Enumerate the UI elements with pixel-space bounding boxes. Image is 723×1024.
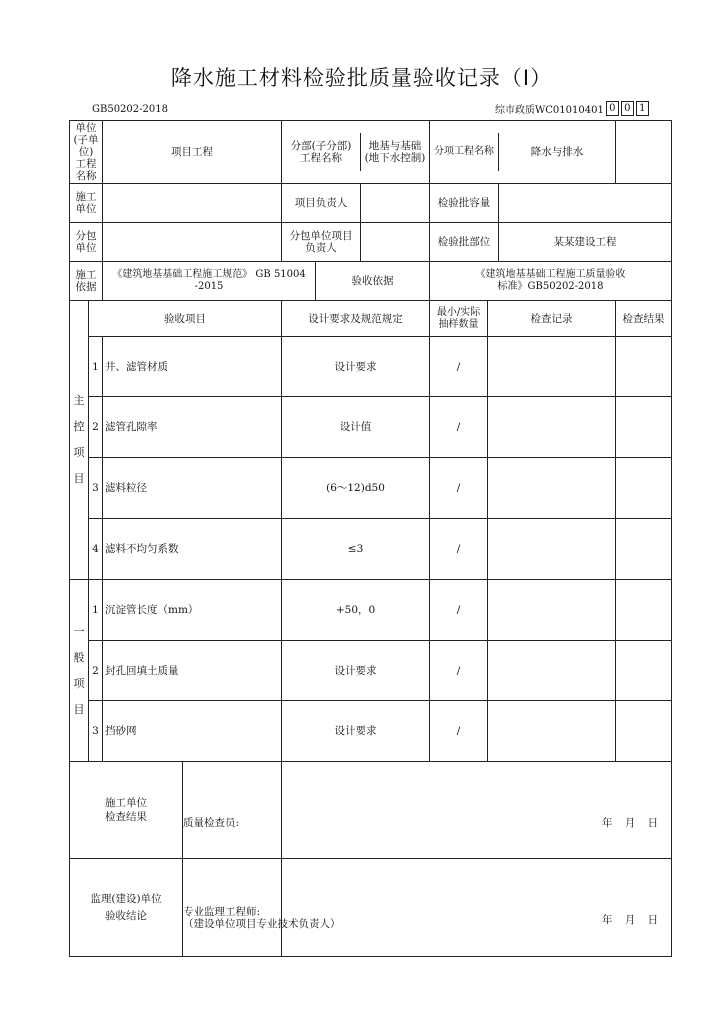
unit-name-label: 单位(子单位) 工程名称	[70, 121, 103, 184]
division-cell	[282, 121, 430, 184]
item-spec: 设计要求	[282, 641, 430, 701]
record-code-digit[interactable]: 1	[636, 101, 649, 116]
subcontractor-label: 分包单位	[70, 223, 103, 262]
pm-value[interactable]	[361, 184, 429, 222]
item-spec: (6～12)d50	[282, 458, 430, 519]
table-row	[70, 458, 672, 519]
contractor-label: 施工单位	[70, 184, 103, 223]
item-result[interactable]	[616, 519, 672, 580]
record-code-prefix: 综市政质WC01010401	[495, 105, 604, 116]
capacity-value[interactable]	[499, 184, 671, 222]
construction-check-row	[70, 762, 282, 859]
acceptance-basis-value[interactable]: 《建筑地基基础工程施工质量验收 标准》GB50202-2018	[430, 262, 672, 301]
location-cell	[430, 223, 672, 262]
location-label: 检验批部位	[430, 223, 499, 261]
item-spec: 设计值	[282, 397, 430, 458]
col-item-header: 验收项目	[89, 301, 282, 337]
item-name: 沉淀管长度（mm）	[103, 580, 282, 641]
construction-check-sign-area[interactable]	[282, 762, 672, 859]
main-group-label: 主控项目	[73, 394, 85, 485]
table-row	[70, 337, 672, 397]
item-number: 3	[89, 458, 103, 519]
supervision-label: 监理(建设)单位 验收结论	[70, 859, 183, 956]
table-row	[70, 580, 672, 641]
item-spec: 设计要求	[282, 337, 430, 397]
subitem-value[interactable]: 降水与排水	[530, 146, 584, 158]
table-row	[70, 397, 672, 458]
col-result-header: 检查结果	[616, 301, 672, 337]
inspection-record-table	[69, 120, 672, 957]
item-number: 4	[89, 519, 103, 580]
contractor-value[interactable]	[103, 184, 282, 223]
item-result[interactable]	[616, 641, 672, 701]
pm-cell	[282, 184, 430, 223]
supervision-date: 年 月 日	[602, 914, 659, 926]
item-sample[interactable]: /	[430, 397, 488, 458]
pm-label: 项目负责人	[282, 184, 361, 222]
item-number: 3	[89, 701, 103, 762]
item-name: 挡砂网	[103, 701, 282, 762]
col-record-header: 检查记录	[488, 301, 616, 337]
record-code	[495, 101, 649, 116]
col-spec-header: 设计要求及规范规定	[282, 301, 430, 337]
item-spec: ≤3	[282, 519, 430, 580]
item-spec: 设计要求	[282, 701, 430, 762]
item-result[interactable]	[616, 701, 672, 762]
item-name: 封孔回填土质量	[103, 641, 282, 701]
item-name: 滤料不均匀系数	[103, 519, 282, 580]
item-spec: +50，0	[282, 580, 430, 641]
construction-check-label: 施工单位 检查结果	[70, 762, 183, 858]
basis-label: 施工依据	[70, 262, 103, 301]
item-name: 滤管孔隙率	[103, 397, 282, 458]
record-code-digit[interactable]: 0	[621, 101, 634, 116]
table-row	[70, 519, 672, 580]
item-record[interactable]	[488, 519, 616, 580]
table-row	[70, 641, 672, 701]
item-result[interactable]	[616, 337, 672, 397]
subitem-value-ext	[616, 121, 672, 184]
item-record[interactable]	[488, 458, 616, 519]
item-result[interactable]	[616, 580, 672, 641]
subitem-cell	[430, 121, 616, 184]
unit-name-value[interactable]: 项目工程	[103, 121, 282, 184]
record-code-digit[interactable]: 0	[606, 101, 619, 116]
item-sample[interactable]: /	[430, 458, 488, 519]
basis-value[interactable]: 《建筑地基基础工程施工规范》 GB 51004 -2015	[103, 262, 316, 300]
supervisor-signer-label: 专业监理工程师: （建设单位项目专业技术负责人）	[183, 906, 341, 930]
item-sample[interactable]: /	[430, 641, 488, 701]
main-group-label-cell	[70, 301, 89, 580]
division-label: 分部(子分部) 工程名称	[282, 133, 361, 171]
item-sample[interactable]: /	[430, 337, 488, 397]
acceptance-basis-label: 验收依据	[351, 275, 394, 287]
item-sample[interactable]: /	[430, 701, 488, 762]
item-result[interactable]	[616, 397, 672, 458]
item-number: 1	[89, 337, 103, 397]
col-sample-header: 最小/实际 抽样数量	[430, 301, 488, 337]
item-number: 1	[89, 580, 103, 641]
quality-inspector-label: 质量检查员:	[183, 817, 240, 829]
subcontractor-value[interactable]	[103, 223, 282, 262]
item-number: 2	[89, 641, 103, 701]
general-group-label: 一般项目	[73, 624, 85, 716]
item-name: 滤料粒径	[103, 458, 282, 519]
page-title: 降水施工材料检验批质量验收记录（Ⅰ）	[170, 66, 553, 90]
item-sample[interactable]: /	[430, 580, 488, 641]
item-record[interactable]	[488, 397, 616, 458]
construction-check-date: 年 月 日	[602, 817, 659, 829]
general-group-label-cell	[70, 580, 89, 762]
item-record[interactable]	[488, 580, 616, 641]
item-record[interactable]	[488, 641, 616, 701]
division-value[interactable]: 地基与基础 (地下水控制)	[364, 140, 426, 164]
capacity-label: 检验批容量	[430, 184, 499, 222]
sub-pm-value[interactable]	[361, 223, 429, 261]
item-record[interactable]	[488, 337, 616, 397]
sub-pm-cell	[282, 223, 430, 262]
item-number: 2	[89, 397, 103, 458]
item-record[interactable]	[488, 701, 616, 762]
item-name: 井、滤管材质	[103, 337, 282, 397]
item-result[interactable]	[616, 458, 672, 519]
capacity-cell	[430, 184, 672, 223]
location-value[interactable]: 某某建设工程	[553, 236, 617, 248]
subitem-label: 分项工程名称	[430, 133, 499, 171]
sub-pm-label: 分包单位项目 负责人	[282, 223, 361, 261]
table-row	[70, 701, 672, 762]
basis-cell	[103, 262, 430, 301]
standard-code: GB50202-2018	[92, 104, 168, 115]
item-sample[interactable]: /	[430, 519, 488, 580]
